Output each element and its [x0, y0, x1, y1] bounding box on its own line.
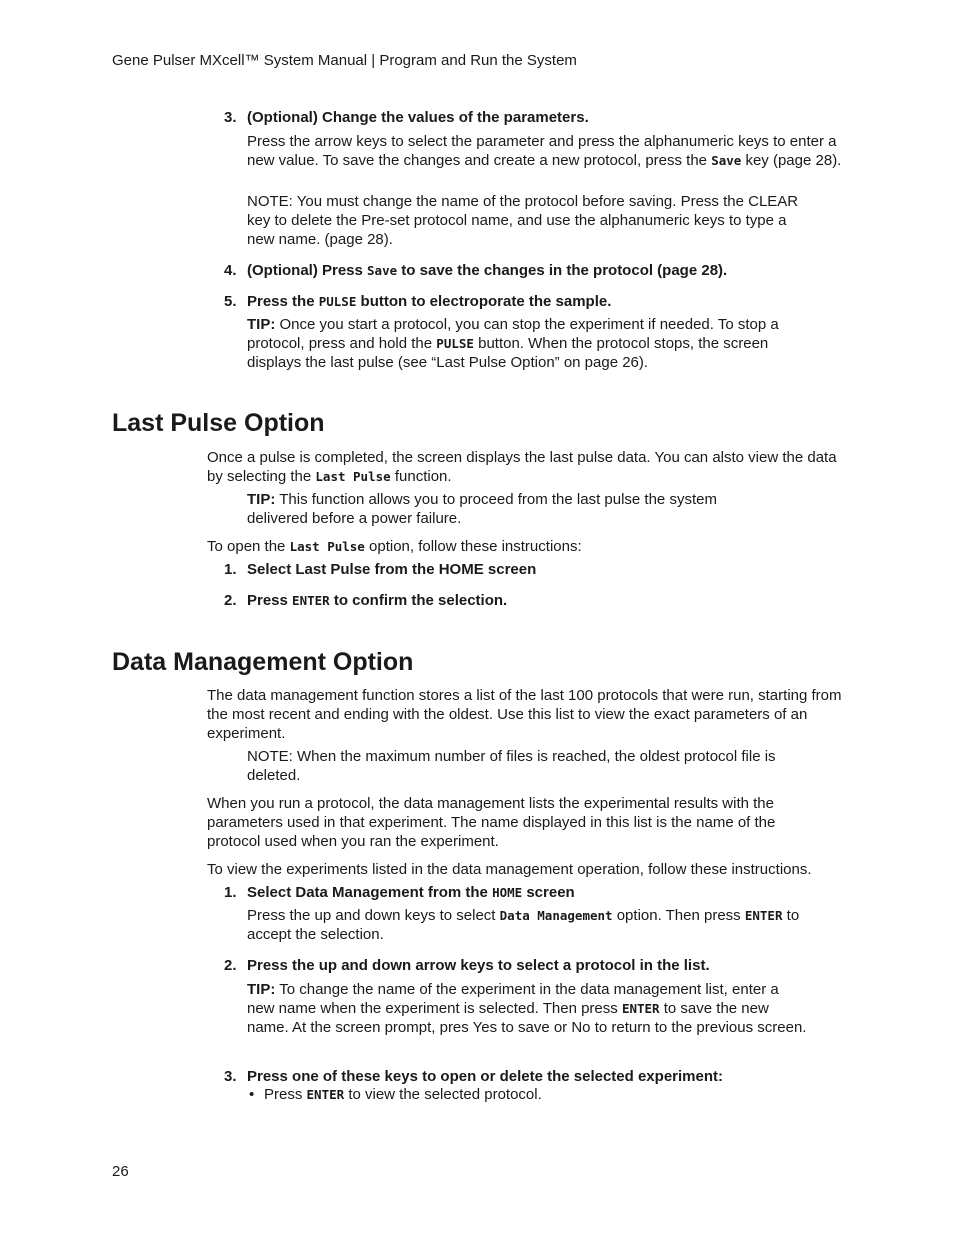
data-management-step-2-tip: TIP: To change the name of the experiment in the data management list, enter a new name when the experiment is selected. Then press ENTER to save the new name. At the screen prompt, pres Yes to save or No to return to the previous screen.: [247, 981, 807, 1036]
home-key: HOME: [492, 885, 523, 900]
pulse-key: PULSE: [436, 336, 474, 351]
section-heading-data-management: Data Management Option: [112, 648, 414, 676]
last-pulse-step-1-title: Select Last Pulse from the HOME screen: [247, 561, 537, 578]
enter-key: ENTER: [621, 1001, 660, 1016]
last-pulse-step-2-title: Press ENTER to confirm the selection.: [247, 592, 508, 609]
last-pulse-step-2-number: 2.: [224, 592, 237, 609]
step-5-tip: TIP: Once you start a protocol, you can stop the experiment if needed. To stop a protocol, press and hold the PULSE button. When the protocol stops, the screen displays the last pulse (see “Last Pulse Option” on page 26).: [247, 316, 779, 371]
enter-key: ENTER: [292, 593, 330, 608]
step-5-number: 5.: [224, 293, 237, 310]
data-management-step-3-number: 3.: [224, 1068, 237, 1085]
save-key: Save: [711, 153, 742, 168]
page-number: 26: [112, 1163, 129, 1180]
step-3-title: (Optional) Change the values of the parameters.: [247, 109, 589, 126]
data-management-step-2-title: Press the up and down arrow keys to select a protocol in the list.: [247, 957, 710, 974]
data-management-step-2-number: 2.: [224, 957, 237, 974]
enter-key: ENTER: [744, 908, 783, 923]
pulse-key: PULSE: [318, 294, 357, 309]
last-pulse-intro: Once a pulse is completed, the screen displays the last pulse data. You can alsto view the data by selecting the Last Pulse function.: [207, 449, 837, 485]
enter-key: ENTER: [306, 1087, 345, 1102]
step-5-title: Press the PULSE button to electroporate the sample.: [247, 293, 612, 310]
section-heading-last-pulse: Last Pulse Option: [112, 409, 325, 437]
last-pulse-tip: TIP: This function allows you to proceed from the last pulse the system delivered before a power failure.: [247, 491, 717, 527]
last-pulse-open-instructions: To open the Last Pulse option, follow these instructions:: [207, 538, 582, 555]
step-4-title: (Optional) Press Save to save the changes in the protocol (page 28).: [247, 262, 728, 279]
data-management-note: NOTE: When the maximum number of files is reached, the oldest protocol file is deleted.: [247, 748, 776, 784]
last-pulse-step-1-number: 1.: [224, 561, 237, 578]
data-management-paragraph-1: The data management function stores a list of the last 100 protocols that were run, starting from the most recent and ending with the oldest. Use this list to view the exact parameters of an experiment.: [207, 687, 842, 742]
save-key: Save: [367, 263, 398, 278]
step-3-paragraph: Press the arrow keys to select the parameter and press the alphanumeric keys to enter a new value. To save the changes and create a new protocol, press the Save key (page 28).: [247, 133, 842, 169]
data-management-paragraph-3: To view the experiments listed in the data management operation, follow these instructions.: [207, 861, 812, 878]
bullet-item-enter: Press ENTER to view the selected protocol.: [264, 1086, 542, 1103]
data-management-step-3-title: Press one of these keys to open or delete the selected experiment:: [247, 1068, 723, 1085]
bullet-marker: •: [249, 1086, 255, 1103]
data-management-step-1-paragraph: Press the up and down keys to select Data Management option. Then press ENTER to accept the selection.: [247, 907, 800, 943]
step-3-number: 3.: [224, 109, 237, 126]
data-management-step-1-number: 1.: [224, 884, 237, 901]
running-header: Gene Pulser MXcell™ System Manual | Program and Run the System: [112, 52, 577, 69]
data-management-step-1-title: Select Data Management from the HOME screen: [247, 884, 575, 901]
step-3-note: NOTE: You must change the name of the protocol before saving. Press the CLEAR key to delete the Pre-set protocol name, and use the alphanumeric keys to type a new name. (page 28).: [247, 193, 799, 248]
step-4-number: 4.: [224, 262, 237, 279]
data-management-paragraph-2: When you run a protocol, the data management lists the experimental results with the parameters used in that experiment. The name displayed in this list is the name of the protocol used when you ran the experiment.: [207, 795, 776, 850]
